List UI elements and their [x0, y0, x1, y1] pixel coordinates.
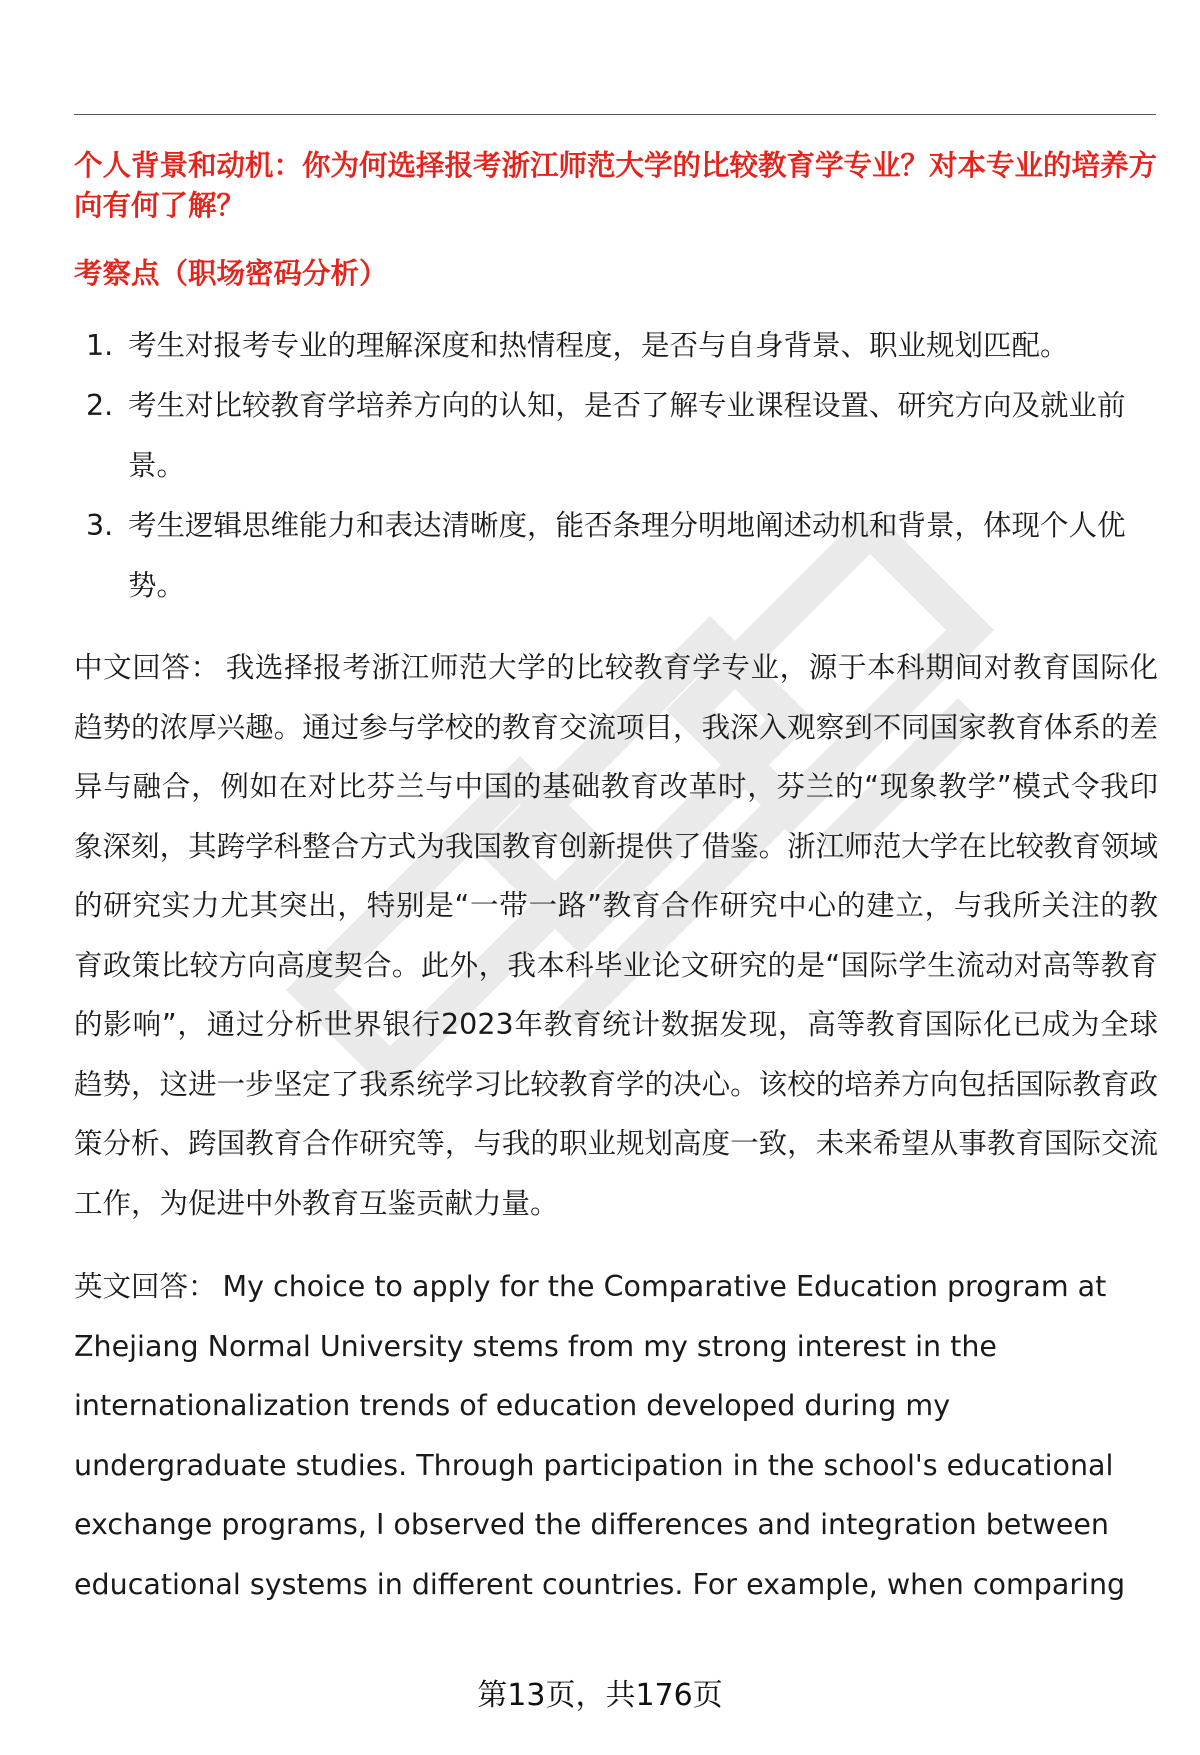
english-answer-label: 英文回答： — [74, 1270, 217, 1303]
list-item — [74, 316, 1158, 376]
assessment-points-list — [74, 316, 1158, 616]
question-heading: 个人背景和动机：你为何选择报考浙江师范大学的比较教育学专业？对本专业的培养方向有何了解？ — [74, 149, 1158, 222]
chinese-answer — [74, 638, 1158, 1233]
list-item-text: 考生对报考专业的理解深度和热情程度，是否与自身背景、职业规划匹配。 — [128, 329, 1069, 362]
list-item-text: 考生逻辑思维能力和表达清晰度，能否条理分明地阐述动机和背景，体现个人优势。 — [128, 509, 1126, 602]
list-item-number: 3. — [86, 509, 114, 542]
section-label: 考察点（职场密码分析） — [74, 257, 388, 290]
chinese-answer-label: 中文回答： — [74, 651, 220, 684]
chinese-answer-text: 我选择报考浙江师范大学的比较教育学专业，源于本科期间对教育国际化趋势的浓厚兴趣。通过参与学校的教育交流项目，我深入观察到不同国家教育体系的差异与融合，例如在对比芬兰与中国的基础教育改革时，芬兰的“现象教学”模式令我印象深刻，其跨学科整合方式为我国教育创新提供了借鉴。浙江师范大学在比较教育领域的研究实力尤其突出，特别是“一带一路”教育合作研究中心的建立，与我所关注的教育政策比较方向高度契合。此外，我本科毕业论文研究的是“国际学生流动对高等教育的影响”，通过分析世界银行2023年教育统计数据发现，高等教育国际化已成为全球趋势，这进一步坚定了我系统学习比较教育学的决心。该校的培养方向包括国际教育政策分析、跨国教育合作研究等，与我的职业规划高度一致，未来希望从事教育国际交流工作，为促进中外教育互鉴贡献力量。 — [74, 651, 1158, 1220]
page-number-footer: 第13页，共176页 — [477, 1678, 723, 1713]
page-content — [74, 146, 1158, 1614]
english-answer — [74, 1257, 1158, 1614]
list-item-number: 2. — [86, 389, 114, 422]
list-item-number: 1. — [86, 329, 114, 362]
header-rule — [74, 114, 1156, 115]
list-item — [74, 376, 1158, 496]
list-item-text: 考生对比较教育学培养方向的认知，是否了解专业课程设置、研究方向及就业前景。 — [128, 389, 1126, 482]
english-answer-text: My choice to apply for the Comparative Education program at Zhejiang Normal University stems from my strong interest in the internationalization trends of education developed during my undergraduate studies. Through participation in the school's educational exchange programs, I observed the differences and integration between educational systems in different countries. For example, when comparing — [74, 1270, 1126, 1601]
list-item — [74, 496, 1158, 616]
